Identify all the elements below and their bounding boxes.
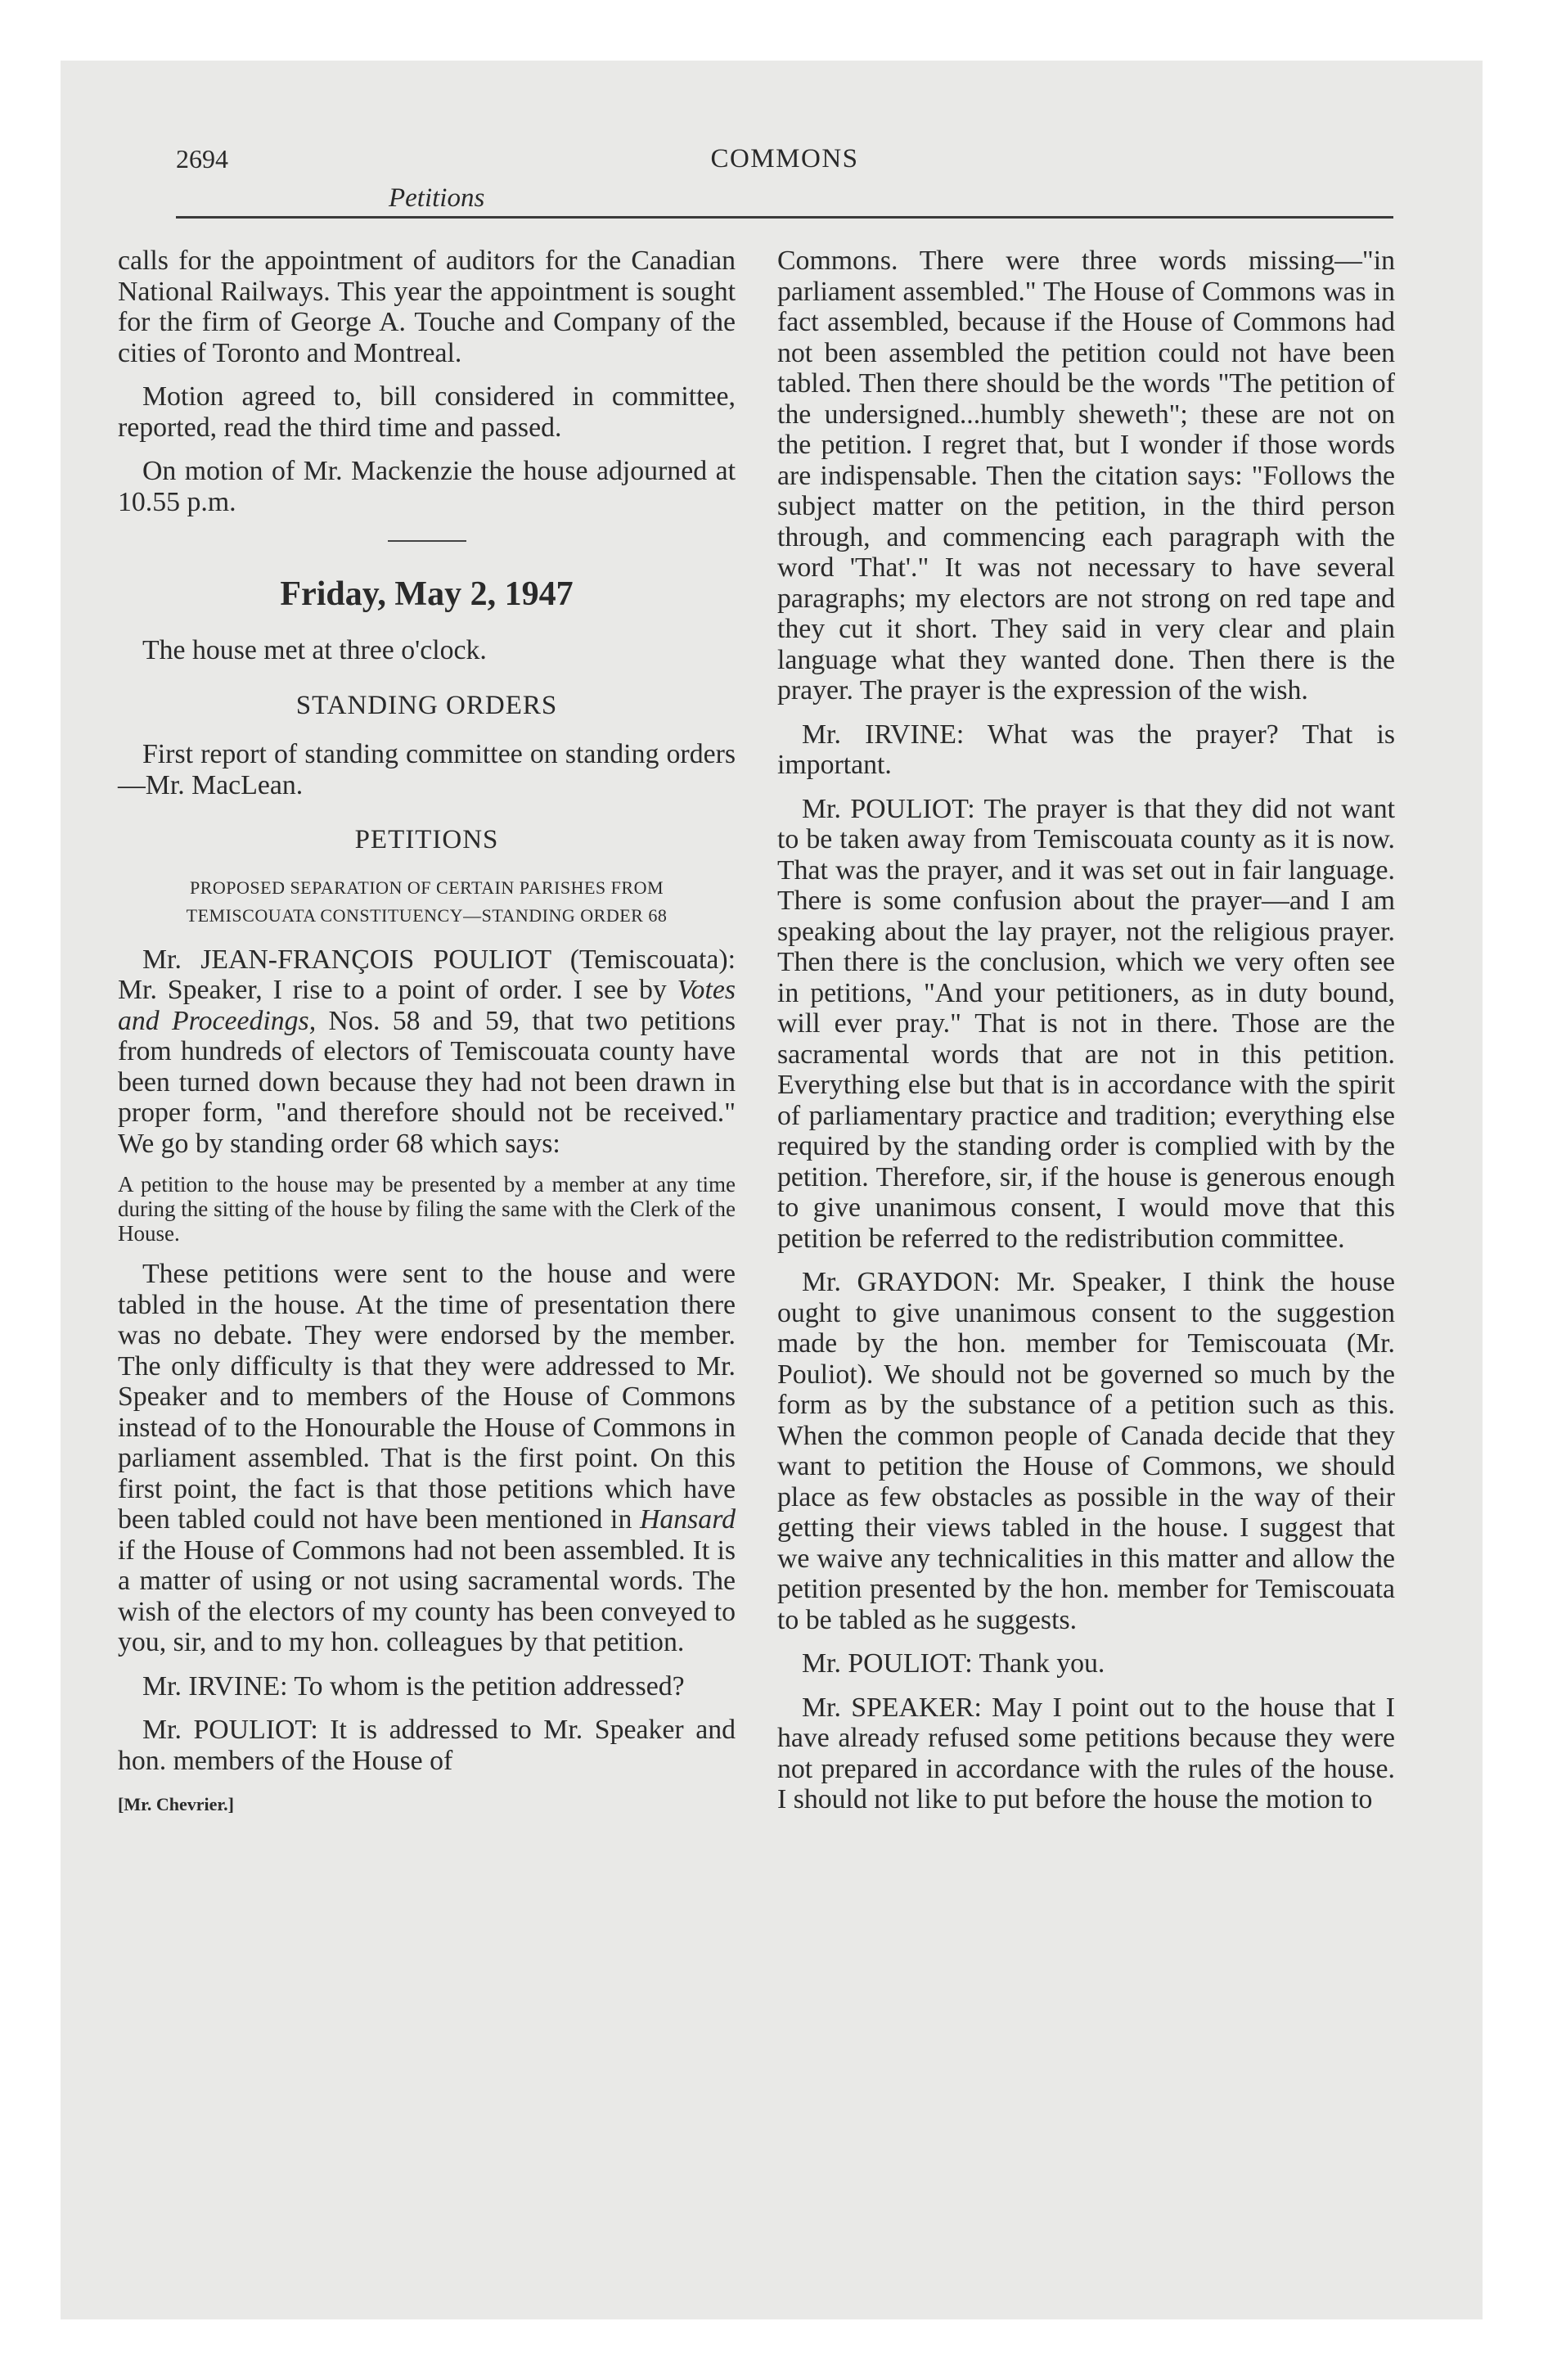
heading-petitions: PETITIONS (354, 825, 499, 854)
paragraph: Mr. POULIOT: Thank you. (802, 1648, 1105, 1679)
text-run: Mr. JEAN-FRANÇOIS POULIOT (Temiscouata): Mr. Speaker, I rise to a point of order. I see by (118, 944, 736, 1005)
text-run: if the House of Commons had not been assembled. It is a matter of using or not using sacramental words. The wish of the electors of my county has been conveyed to you, sir, and to my hon. colleagues by that petition. (118, 1535, 736, 1657)
right-column (777, 246, 1395, 1828)
paragraph: Mr. POULIOT: The prayer is that they did not want to be taken away from Temiscouata county as it is now. That was the prayer, and it was set out in fair language. There is some confusion about the prayer—and I am speaking about the lay prayer, not the religious prayer. Then there is the conclusion, which we very often see in petitions, "And your petitioners, as in duty bound, will ever pray." That is not in there. Those are the sacramental words that are not in this petition. Everything else but that is in accordance with the spirit of parliamentary practice and tradition; everything else required by the standing order is complied with by the petition. Therefore, sir, if the house is generous enough to give unanimous consent, I would move that this petition be referred to the redistribution committee. (777, 793, 1395, 1254)
paragraph: First report of standing committee on standing orders—Mr. MacLean. (118, 739, 736, 800)
paragraph: Mr. SPEAKER: May I point out to the house that I have already refused some petitions because they were not prepared in accordance with the rules of the house. I should not like to put before the house the motion to (777, 1692, 1395, 1814)
paragraph: On motion of Mr. Mackenzie the house adjourned at 10.55 p.m. (118, 456, 736, 517)
paragraph: Mr. GRAYDON: Mr. Speaker, I think the house ought to give unanimous consent to the suggestion made by the hon. member for Temiscouata (Mr. Pouliot). We should not be governed so much by the form as by the substance of a petition such as this. When the common people of Canada decide that they want to petition the House of Commons, we should place as few obstacles as possible in the way of their getting their views tabled in the house. I suggest that we waive any technicalities in this matter and allow the petition presented by the hon. member for Temiscouata to be tabled as he suggests. (777, 1267, 1395, 1635)
paragraph: calls for the appointment of auditors for the Canadian National Railways. This year the appointment is sought for the firm of George A. Touche and Company of the cities of Toronto and Montreal. (118, 246, 736, 368)
heading-standing-orders: STANDING ORDERS (295, 690, 558, 720)
house-name: COMMONS (710, 144, 859, 174)
paragraph-pouliot (118, 944, 736, 1160)
block-quote: A petition to the house may be presented by a member at any time during the sitting of the house by filing the same with the Clerk of the House. (118, 1172, 736, 1246)
text-run: Nos. 58 and 59, that two petitions from hundreds of electors of Temiscouata county have been turned down because they had not been drawn in proper form, "and therefore should not be received." We go by standing order 68 which says: (118, 1005, 736, 1159)
paragraph: Mr. IRVINE: To whom is the petition addressed? (142, 1670, 685, 1702)
paragraph: The house met at three o'clock. (142, 635, 487, 665)
subheading: PROPOSED SEPARATION OF CERTAIN PARISHES FROM TEMISCOUATA CONSTITUENCY—STANDING ORDER 68 (186, 877, 668, 926)
paragraph-these-petitions (118, 1259, 736, 1658)
section-divider (388, 540, 466, 542)
paragraph: Motion agreed to, bill considered in committee, reported, read the third time and passed. (118, 381, 736, 443)
paragraph: Mr. IRVINE: What was the prayer? That is important. (777, 719, 1395, 780)
italic-title: Hansard (639, 1504, 736, 1535)
section-name: Petitions (389, 183, 485, 213)
page-number: 2694 (176, 144, 228, 174)
text-run: These petitions were sent to the house and were tabled in the house. At the time of presentation there was no debate. They were endorsed by the member. The only difficulty is that they were addressed to Mr. Speaker and to members of the House of Commons instead of to the Honourable the House of Commons in parliament assembled. That is the first point. On this first point, the fact is that those petitions which have been tabled could not have been mentioned in (118, 1259, 736, 1535)
left-column (118, 246, 736, 1820)
paragraph: Commons. There were three words missing—"in parliament assembled." The House of Commons was in fact assembled, because if the House of Commons had not been assembled the petition could not have been tabled. Then there should be the words "The petition of the undersigned...humbly sheweth"; these are not on the petition. I regret that, but I wonder if those words are indispensable. Then the citation says: "Follows the subject matter on the petition, in the third person through, and commencing each paragraph with the word 'That'." It was not necessary to have several paragraphs; my electors are not strong on red tape and they cut it short. They said in very clear and plain language what they wanted done. Then there is the prayer. The prayer is the expression of the wish. (777, 246, 1395, 705)
header-rule (176, 216, 1393, 219)
speaker-footnote: [Mr. Chevrier.] (118, 1794, 234, 1814)
italic-title: Votes and Proceedings, (118, 975, 736, 1036)
running-header (176, 144, 1393, 218)
paragraph: Mr. POULIOT: It is addressed to Mr. Speaker and hon. members of the House of (118, 1715, 736, 1776)
sitting-date: Friday, May 2, 1947 (280, 575, 574, 613)
